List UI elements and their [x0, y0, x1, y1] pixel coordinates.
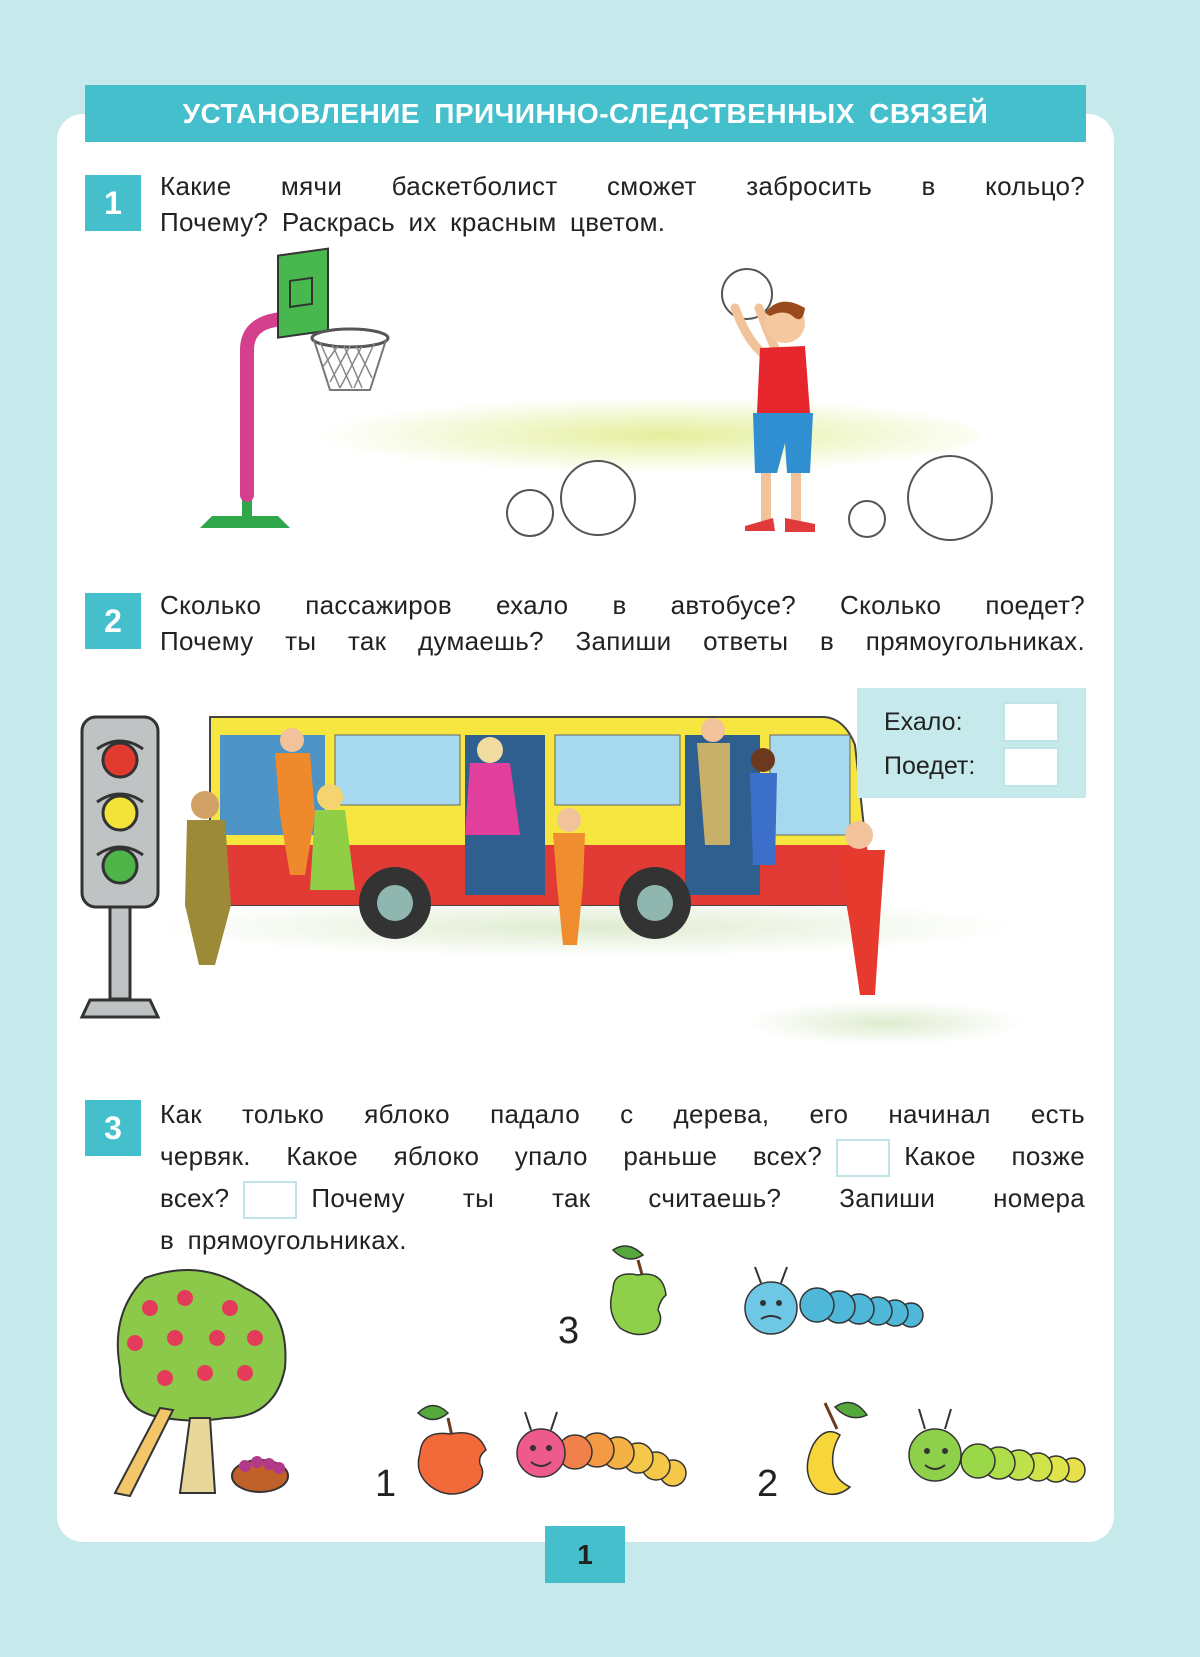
task-3-line-1: Как только яблоко падало с дерева, его начинал есть [160, 1099, 1085, 1129]
yellow-apple-illustration [795, 1395, 895, 1505]
will-ride-answer-box[interactable] [1003, 747, 1059, 787]
answer-panel [857, 688, 1086, 798]
task-2-line-1: Сколько пассажиров ехало в автобусе? Сколько поедет? [160, 590, 1085, 620]
rode-answer-box[interactable] [1003, 702, 1059, 742]
apple-label-3: 3 [558, 1310, 580, 1352]
task-1-number: 1 [85, 175, 141, 231]
ball-small-2 [849, 501, 885, 537]
task-3-line-2: червяк. Какое яблоко упало раньше всех? Какое позже [160, 1135, 1085, 1177]
apple-tree-illustration [105, 1268, 295, 1508]
traffic-light-illustration [80, 715, 170, 1025]
ball-large-2 [908, 456, 992, 540]
task-3-line-3: всех? Почему ты так считаешь? Запиши номера [160, 1177, 1085, 1219]
task-3-number: 3 [85, 1100, 141, 1156]
ball-small-1 [507, 490, 553, 536]
task-1-line-1: Какие мячи баскетболист сможет забросить в кольцо? [160, 171, 1085, 201]
blue-caterpillar-illustration [733, 1263, 933, 1343]
task-2-text [160, 587, 1085, 659]
task-2-number: 2 [85, 593, 141, 649]
task-3-line-4: в прямоугольниках. [160, 1225, 407, 1256]
rode-label: Ехало: [884, 708, 963, 736]
latest-apple-answer-box[interactable] [243, 1181, 297, 1219]
apple-label-1: 1 [375, 1463, 397, 1505]
earliest-apple-answer-box[interactable] [836, 1139, 890, 1177]
page-number: 1 [545, 1526, 625, 1583]
red-apple-illustration [408, 1398, 498, 1498]
ball-large-1 [561, 461, 635, 535]
green-caterpillar-illustration [895, 1405, 1095, 1495]
orange-caterpillar-illustration [503, 1398, 693, 1498]
task-3-text [160, 1093, 1085, 1261]
apple-label-2: 2 [757, 1463, 779, 1505]
basketball-player-illustration [715, 268, 835, 538]
will-ride-label: Поедет: [884, 752, 976, 780]
page-title: УСТАНОВЛЕНИЕ ПРИЧИННО-СЛЕДСТВЕННЫХ СВЯЗЕЙ [85, 85, 1086, 142]
task-2-line-2: Почему ты так думаешь? Запиши ответы в прямоугольниках. [160, 626, 1085, 656]
task-1-line-2: Почему? Раскрась их красным цветом. [160, 207, 666, 237]
green-apple-illustration [598, 1240, 678, 1340]
task-1-text [160, 168, 1085, 240]
